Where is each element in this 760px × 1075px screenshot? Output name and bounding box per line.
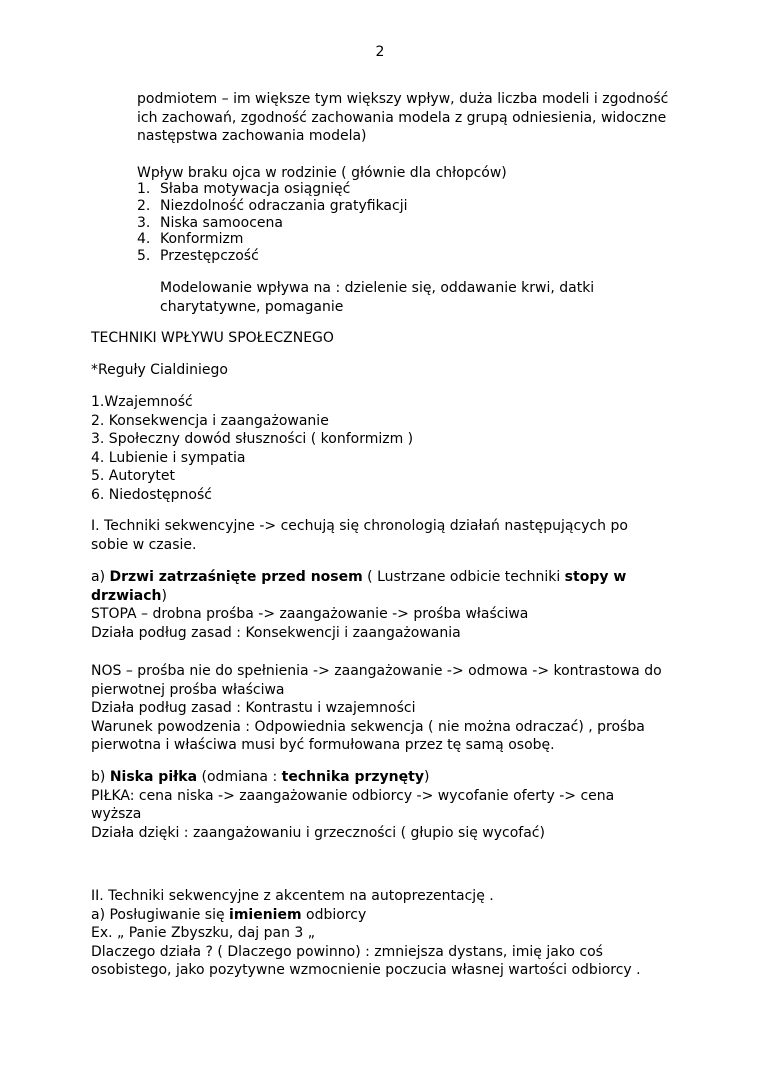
rule-item: 4. Lubienie i sympatia	[91, 449, 246, 466]
paragraph-line: osobistego, jako pozytywne wzmocnienie poczucia własnej wartości odbiorcy .	[91, 962, 641, 979]
paragraph-line: pierwotnej prośba właściwa	[91, 681, 285, 698]
list-item: 3. Niska samoocena	[137, 214, 283, 231]
paragraph-line: I. Techniki sekwencyjne -> cechują się chronologią działań następujących po	[91, 518, 628, 534]
intro-line: podmiotem – im większe tym większy wpływ, duża liczba modeli i zgodność	[137, 91, 669, 107]
father-effects-list	[137, 181, 407, 265]
rule-item: 1.Wzajemność	[91, 394, 193, 410]
paragraph-line: NOS – prośba nie do spełnienia -> zaangażowanie -> odmowa -> kontrastowa do	[91, 663, 662, 679]
paragraph-line: Warunek powodzenia : Odpowiednia sekwencja ( nie można odraczać) , prośba	[91, 718, 645, 735]
list-item: 4. Konformizm	[137, 231, 244, 248]
intro-line: ich zachowań, zgodność zachowania modela z grupą odniesienia, widoczne	[137, 109, 667, 126]
rule-item: 3. Społeczny dowód słuszności ( konformizm )	[91, 431, 414, 448]
paragraph-line: Działa podług zasad : Konsekwencji i zaangażowania	[91, 624, 461, 641]
modeling-line: Modelowanie wpływa na : dzielenie się, oddawanie krwi, datki	[160, 280, 595, 296]
paragraph-line: Działa dzięki : zaangażowaniu i grzeczności ( głupio się wycofać)	[91, 824, 545, 841]
modeling-line: charytatywne, pomaganie	[160, 298, 344, 315]
low-ball-section	[91, 768, 614, 842]
rule-item: 2. Konsekwencja i zaangażowanie	[91, 412, 329, 429]
paragraph-line: STOPA – drobna prośba -> zaangażowanie -> prośba właściwa	[91, 606, 529, 623]
door-heading: a) Drzwi zatrzaśnięte przed nosem ( Lustrzane odbicie techniki stopy w	[91, 569, 627, 585]
modeling-paragraph	[160, 279, 594, 316]
cialdini-rules	[91, 393, 413, 505]
cialdini-heading: *Reguły Cialdiniego	[91, 362, 228, 378]
paragraph-line: sobie w czasie.	[91, 536, 197, 553]
intro-paragraph	[137, 90, 668, 146]
page-number: 2	[375, 44, 385, 60]
door-in-face-section	[91, 568, 626, 642]
paragraph-line: Dlaczego działa ? ( Dlaczego powinno) : zmniejsza dystans, imię jako coś	[91, 943, 603, 960]
paragraph-line: PIŁKA: cena niska -> zaangażowanie odbiorcy -> wycofanie oferty -> cena	[91, 787, 615, 804]
self-presentation-section	[91, 887, 641, 980]
paragraph-line: wyższa	[91, 806, 142, 823]
list-item: 2. Niezdolność odraczania gratyfikacji	[137, 197, 408, 214]
intro-line: następstwa zachowania modela)	[137, 128, 367, 145]
rule-item: 6. Niedostępność	[91, 486, 212, 503]
sequential-techniques	[91, 517, 628, 554]
rule-item: 5. Autorytet	[91, 468, 175, 485]
list-item: 5. Przestępczość	[137, 248, 259, 265]
father-heading: Wpływ braku ojca w rodzinie ( głównie dla chłopców)	[137, 165, 507, 181]
paragraph-line: Ex. „ Panie Zbyszku, daj pan 3 „	[91, 925, 316, 942]
nos-paragraph	[91, 662, 662, 755]
name-usage-heading: a) Posługiwanie się imieniem odbiorcy	[91, 906, 367, 923]
section-title: TECHNIKI WPŁYWU SPOŁECZNEGO	[91, 330, 334, 346]
list-item: 1. Słaba motywacja osiągnięć	[137, 181, 351, 197]
paragraph-line: Działa podług zasad : Kontrastu i wzajemności	[91, 700, 416, 717]
subsection-title: II. Techniki sekwencyjne z akcentem na autoprezentację .	[91, 888, 494, 904]
paragraph-line: pierwotna i właściwa musi być formułowana przez tę samą osobę.	[91, 737, 555, 754]
door-heading-cont: drzwiach)	[91, 587, 167, 604]
lowball-heading: b) Niska piłka (odmiana : technika przynęty)	[91, 769, 430, 785]
